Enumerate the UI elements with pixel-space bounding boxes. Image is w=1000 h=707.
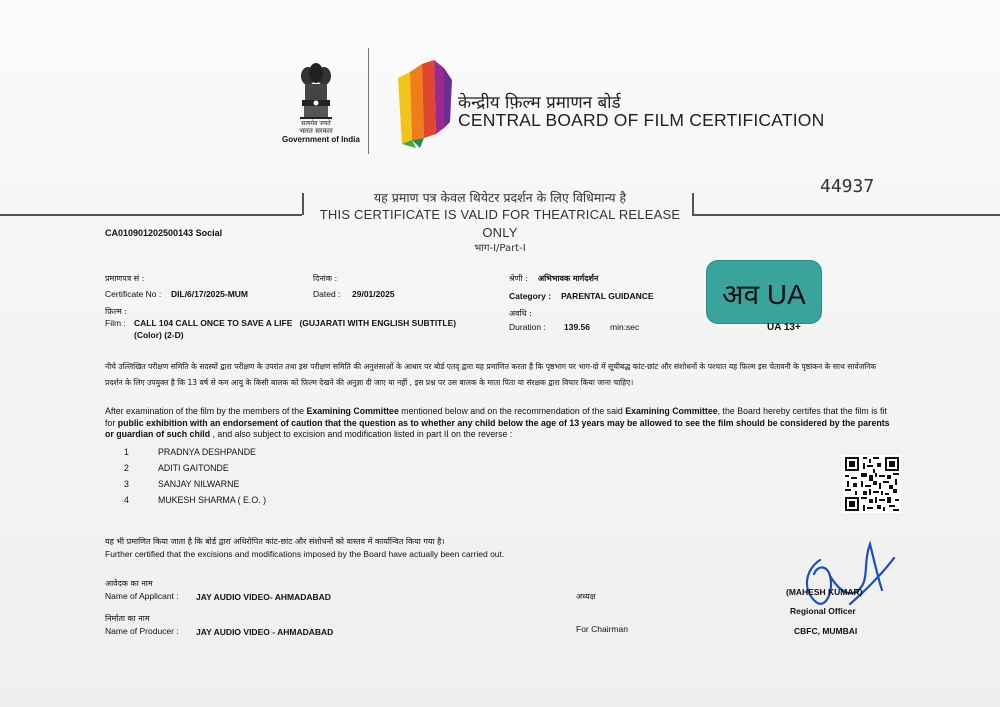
government-hindi: भारत सरकार [299,127,333,135]
chairman-english: For Chairman [576,624,628,634]
certificate-no-value: DIL/6/17/2025-MUM [171,289,248,299]
rating-badge [706,260,822,324]
board-name-hindi: केन्द्रीय फ़िल्म प्रमाणन बोर्ड [458,93,621,113]
right-divider-tick [692,193,694,215]
statement-text-3: , the Board hereby certifes that the film is fit for [105,406,887,428]
further-hindi: यह भी प्रमाणित किया जाता है कि बोर्ड द्वारा अधिरोपित कांट-छांट और संशोधनों को वास्तव में कार्यान्वित किया गया है। [105,537,445,546]
member-number: 4 [124,495,129,505]
reference-code: CA010901202500143 Social [105,228,223,238]
category-hindi-label: श्रेणी : [509,274,528,283]
committee-member [124,447,256,457]
board-name-english: CENTRAL BOARD OF FILM CERTIFICATION [458,110,825,130]
certificate-no-label: Certificate No : [105,289,162,299]
validity-notice [308,190,692,256]
officer-office: CBFC, MUMBAI [794,626,858,636]
member-number: 3 [124,479,129,489]
rating-badge-text: अव UA [722,279,806,310]
validity-english: THIS CERTIFICATE IS VALID FOR THEATRICAL RELEASE ONLY [319,207,681,240]
committee-member [124,495,266,505]
duration-hindi: अवधि : [509,309,532,318]
committee-member [124,463,229,473]
certificate-no-hindi: प्रमाणपत्र सं : [105,274,145,283]
cbfc-logo [396,58,454,155]
duration-unit: min:sec [610,322,640,332]
applicant-hindi: आवेदक का नाम [105,579,153,588]
statement-text-1: After examination of the film by the members of the [105,406,307,416]
member-number: 2 [124,463,129,473]
producer-label: Name of Producer : [105,626,179,636]
statement-text-4: , and also subject to excision and modification listed in part II on the reverse : [210,429,513,439]
lion-capital-icon [296,62,336,120]
statement-text-2: mentioned below and on the recommendation of the said [398,406,626,416]
date-value: 29/01/2025 [352,289,395,299]
header-divider [368,48,369,154]
statement-bold-3: public exhibition with an endorsement of caution that the question as to whether any child below the age of 13 years may be allowed to see the film should be considered by the parents or guardian of such child [105,417,890,439]
applicant-label: Name of Applicant : [105,591,179,601]
applicant-value: JAY AUDIO VIDEO- AHMADABAD [196,592,331,602]
member-name: MUKESH SHARMA ( E.O. ) [158,495,267,505]
category-hindi-value: अभिभावक मार्गदर्शन [538,274,599,283]
qr-code-icon [843,455,901,513]
serial-number: 44937 [820,176,875,197]
committee-member [124,479,239,489]
producer-hindi: निर्माता का नाम [105,614,150,623]
officer-name: (MAHESH KUMAR) [786,587,863,597]
statement-english [105,406,897,441]
category-label: Category : [509,291,552,301]
category-value: PARENTAL GUIDANCE [561,291,654,301]
statement-hindi: नीचे उल्लिखित परीक्षण समिति के सदस्यों द्वारा परीक्षण के उपरांत तथा इस परीक्षण समिति की अनुशंसाओं के आधार पर बोर्ड एतद् द्वारा यह प्रमाणित करता है कि पृष्ठभाग पर भाग-दो में सूचीबद्ध कांट-छांट और संशोधनों के पश्चात यह फ़िल्म इस चेतावनी के पृष्ठांकन के साथ सार्वजनिक प्रदर्शन के लिए उपयुक्त है कि 13 वर्ष से कम आयु के किसी बालक को फ़िल्म देखने की अनुज्ञा दी जाए या नहीं , इस प्रश्न पर उस बालक के माता पिता या संरक्षक द्वारा विचार किया जाना चाहिए। [105,362,877,387]
member-number: 1 [124,447,129,457]
qr-code [843,455,901,518]
date-label: Dated : [313,289,341,299]
member-name: PRADNYA DESHPANDE [158,447,256,457]
part-label: भाग-I/Part-I [474,243,526,254]
left-divider-tick [302,193,304,215]
further-english: Further certified that the excisions and modifications imposed by the Board have actually been carried out. [105,549,505,559]
member-name: ADITI GAITONDE [158,463,229,473]
duration-label: Duration : [509,322,546,332]
validity-hindi: यह प्रमाण पत्र केवल थियेटर प्रदर्शन के लिए विधिमान्य है [373,190,627,205]
right-divider-line [692,214,1000,216]
sub-rating: UA 13+ [767,322,801,333]
national-emblem [282,62,360,154]
emblem-motto: सत्यमेव जयते [301,120,331,127]
film-hindi: फ़िल्म : [105,307,128,316]
cbfc-ribbon-icon [396,58,454,150]
government-english: Government of India [282,135,360,144]
film-title: CALL 104 CALL ONCE TO SAVE A LIFE (GUJARATI WITH ENGLISH SUBTITLE) [134,318,457,328]
film-label: Film : [105,318,126,328]
duration-value: 139.56 [564,322,590,332]
producer-value: JAY AUDIO VIDEO - AHMADABAD [196,627,334,637]
statement-bold-1: Examining Committee [306,406,399,416]
chairman-hindi: अध्यक्ष [576,592,596,601]
officer-title: Regional Officer [790,606,856,616]
date-hindi: दिनांक : [313,274,338,283]
member-name: SANJAY NILWARNE [158,479,240,489]
left-divider-line [0,214,302,216]
statement-bold-2: Examining Committee [625,406,718,416]
film-format: (Color) (2-D) [134,330,184,340]
